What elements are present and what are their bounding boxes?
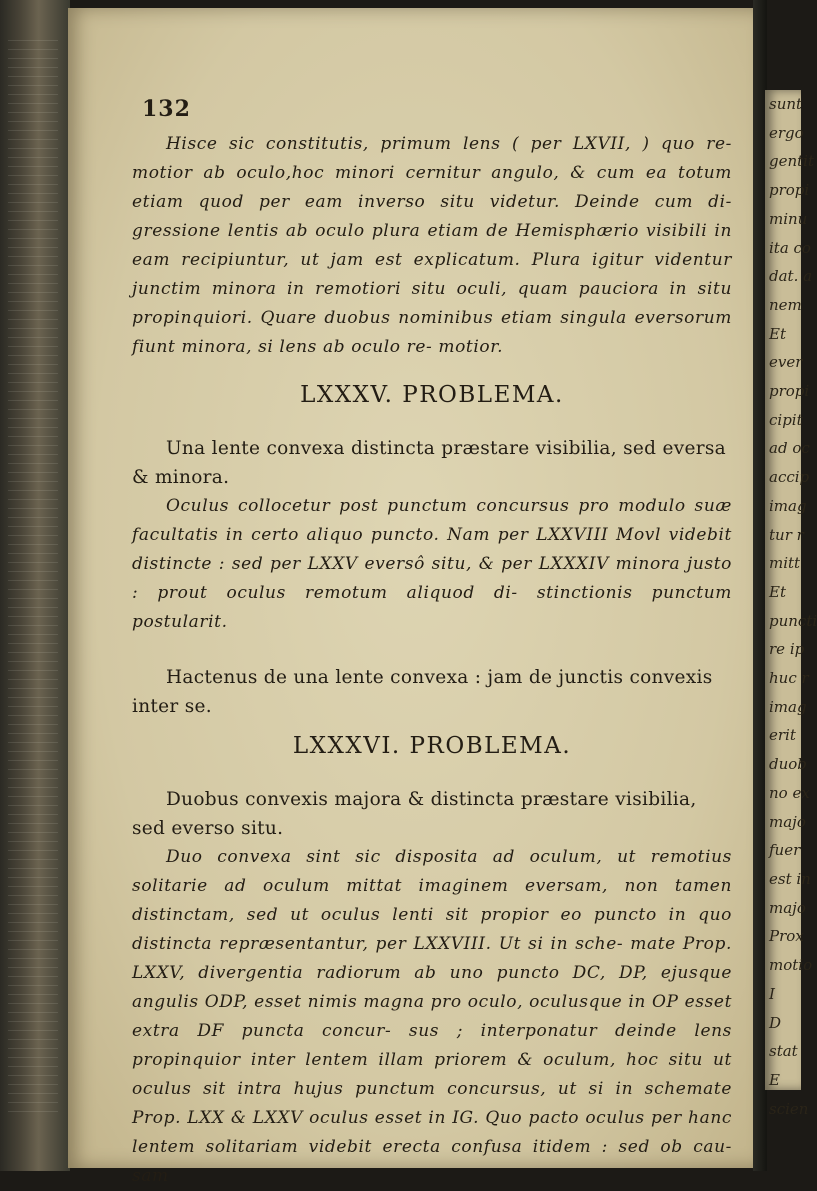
page-text (132, 96, 732, 1191)
facing-page-fragment: imag (769, 496, 807, 515)
facing-page-fragment: accip (769, 468, 810, 487)
transition-paragraph: Hactenus de una lente convexa : jam de junctis convexis inter se. (132, 667, 713, 717)
facing-page-fragment: re ip (769, 640, 805, 659)
problem-statement-86: Duobus convexis majora & distincta præstare visibilia, sed everso situ. (132, 789, 697, 839)
book-binding-edge (0, 0, 70, 1171)
facing-page-fragment: Et (769, 324, 786, 343)
facing-page-fragment: Prox (769, 927, 804, 946)
facing-page-fragment: tur r (769, 525, 804, 544)
page-number: 132 (142, 96, 191, 122)
facing-page-fragment: puncti (769, 611, 817, 630)
problem-heading-85: LXXXV. PROBLEMA. (300, 382, 564, 408)
paragraph-3: Oculus collocetur post punctum concursus pro modulo suæ facultatis in certo aliquo puncto. Nam per LXXVIII Movl videbit distincte : sed per LXXV eversô situ, & per LXXXIV minora justo : prout oculus remotum aliquod di- stinctionis punctum postularit. (132, 496, 732, 632)
facing-page-fragment: gentit (769, 152, 814, 171)
facing-page-fragment: ita co (769, 238, 811, 257)
facing-page-fragment: imag (769, 697, 807, 716)
facing-page-fragment: nem (769, 295, 802, 314)
problem-heading-86: LXXXVI. PROBLEMA. (292, 733, 572, 759)
facing-page-fragment: duob (769, 755, 807, 774)
facing-page-fragment: stat (769, 1042, 798, 1061)
facing-page-edge (765, 90, 817, 1118)
facing-page-fragment: propi (769, 181, 810, 200)
facing-page-fragment: Et (769, 582, 786, 601)
facing-page-fragment: scien (769, 1099, 809, 1118)
facing-page-fragment: E (769, 1070, 780, 1089)
facing-page-fragment: motio (769, 956, 813, 975)
facing-page-fragment: minu (769, 209, 808, 228)
facing-page-fragment: propi (769, 382, 810, 401)
facing-page-fragment: ever (769, 353, 803, 372)
facing-page-fragment: ergo (769, 123, 804, 142)
facing-page-fragment: ad oc (769, 439, 810, 458)
facing-page-fragment: cipit (769, 410, 803, 429)
facing-page-fragment: no ex (769, 783, 810, 802)
facing-page-fragment: majo (769, 812, 806, 831)
paragraph-6: Duo convexa sint sic disposita ad oculum, ut remotius solitarie ad oculum mittat imaginem eversam, non tamen distinctam, sed ut oculus lenti sit propior eo puncto in quo distincta repræsentantur, per LXXVIII. Ut si in sche- mate Prop. LXXV, divergentia radiorum ab uno puncto DC, DP, ejusque angulis ODP, esset nimis magna pro oculo, oculusque in OP esset extra DF puncta concur- sus ; interponatur deinde lens propinquior inter lentem illam priorem & oculum, hoc situ ut oculus sit intra hujus punctum concursus, ut si in schemate Prop. LXX & LXXV oculus esset in IG. Quo pacto oculus per hanc lentem solitariam videbit erecta confusa itidem : sed ob cau- sam (132, 847, 732, 1186)
facing-page-fragment: dat. a (769, 267, 813, 286)
facing-page-fragment: huc r (769, 669, 809, 688)
facing-page-fragment: mitt (769, 554, 801, 573)
problem-statement-85: Una lente convexa distincta præstare visibilia, sed eversa & minora. (132, 438, 726, 488)
paragraph-1: Hisce sic constitutis, primum lens ( per LXVII, ) quo re- motior ab oculo,hoc minori cernitur angulo, & cum ea totum etiam quod per eam inverso situ videtur. Deinde cum di- gressione lentis ab oculo plura etiam de Hemisphærio visibili in eam recipiuntur, ut jam est explicatum. Plura igitur videntur junctim minora in remotiori situ oculi, quam pauciora in situ propinquiori. Quare duobus nominibus etiam singula eversorum fiunt minora, si lens ab oculo re- motior. (132, 134, 732, 357)
facing-page-fragment: I (769, 984, 775, 1003)
facing-page-fragment: D (769, 1013, 782, 1032)
facing-page-fragment: est in (769, 869, 811, 888)
facing-page-fragment: erit (769, 726, 796, 745)
facing-page-fragment: fuer (769, 841, 801, 860)
facing-page-fragment: majo (769, 898, 806, 917)
binding-texture (8, 40, 58, 1120)
facing-page-fragment: sunt (769, 95, 803, 113)
